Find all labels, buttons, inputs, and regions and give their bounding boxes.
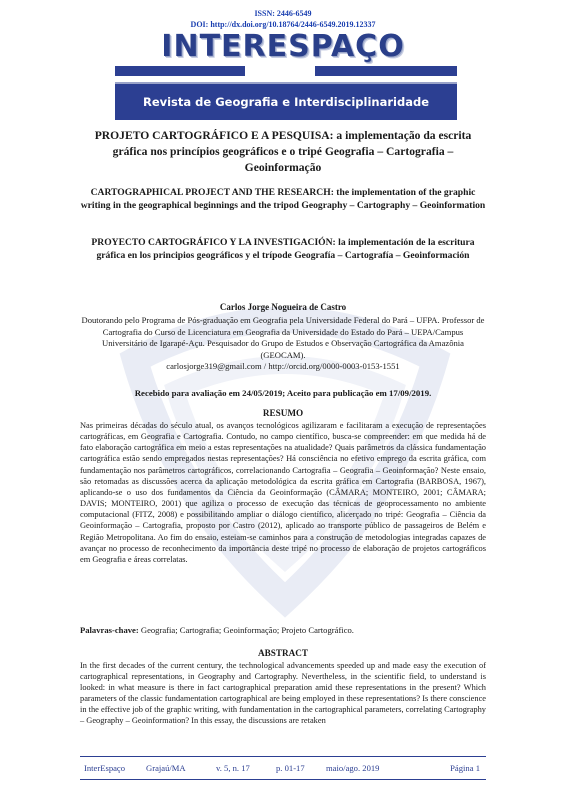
logo-bar-right [315,66,457,76]
abstract-text: In the first decades of the current century, the technological advancements speeded up and made easy the execution of cartographical representations, in Geography and Cartography. Nevertheless, in the scientific field, to understand is looked: in what measure is there in fact cartographical preparation amid these representations in the present? Which parameters of the classic fundamentation cartographical are being employed in these representations? Is there conscience in the effective job of the graphic writing, with fundamentation in the cartographical parameters, correlating Cartography – Geography – Geoinformation? In this essay, the discussions are retaken [80,661,486,726]
footer-page-number: Página 1 [450,763,480,773]
author-block [80,302,486,372]
footer-journal: InterEspaço [84,763,126,773]
logo-bar-left [115,66,245,76]
author-affiliation: Doutorando pelo Programa de Pós-graduação em Geografia pela Universidade Federal do Pará – UFPA. Professor de Cartografia do Curso de Licenciatura em Geografia da Universidade do Estado do Pará – UEPA/Campus Universitário de Igarapé-Açu. Pesquisador do Grupo de Estudos e Observação Cartográfica da Amazônia (GEOCAM). [81,315,485,360]
keywords [80,625,486,635]
title-english: CARTOGRAPHICAL PROJECT AND THE RESEARCH: the implementation of the graphic writing in the geographical beginnings and the tripod Geography – Cartography – Geoinformation [80,187,486,211]
doi-link[interactable]: DOI: http://dx.doi.org/10.18764/2446-6549.2019.12337 [190,20,376,29]
keywords-text: Geografia; Cartografia; Geoinformação; Projeto Cartográfico. [138,625,354,635]
author-contact[interactable]: carlosjorge319@gmail.com / http://orcid.org/0000-0003-0153-1551 [166,361,400,372]
title-portuguese: PROJETO CARTOGRÁFICO E A PESQUISA: a implementação da escrita gráfica nos princípios geográficos e o tripé Geografia – Cartografia – Geoinformação [94,129,472,174]
footer-date: maio/ago. 2019 [326,763,380,773]
abstract-heading: ABSTRACT [257,648,309,658]
submission-dates: Recebido para avaliação em 24/05/2019; Aceito para publicação em 17/09/2019. [134,388,432,398]
resumo-heading: RESUMO [262,408,304,418]
title-spanish: PROYECTO CARTOGRÁFICO Y LA INVESTIGACIÓN: la implementación de la escritura gráfica en los principios geográficos y el trípode Geografía – Cartografía – Geoinformación [91,237,475,261]
footer-city: Grajaú/MA [146,763,186,773]
journal-subtitle: Revista de Geografia e Interdisciplinaridade [115,82,457,120]
footer-pages: p. 01-17 [276,763,305,773]
journal-logo: INTERESPAÇO [161,29,405,64]
keywords-label: Palavras-chave: [80,625,139,635]
issn: ISSN: 2446-6549 [254,9,312,18]
resumo-text: Nas primeiras décadas do século atual, os avanços tecnológicos agilizaram e facilitaram a execução de representações cartográficas, em Geografia e Cartografia. Contudo, no campo científico, busca-se compreender: em que medida há de fato elaboração cartográfica em meio a estas representações na atualidade? Quais parâmetros da clássica fundamentação cartográfica estão sendo empregados nestas representações? Há consciência no efetivo emprego da escrita gráfica, com fundamentação nos parâmetros cartográficos, correlacionando Cartografia – Geografia – Geoinformação? Neste ensaio, são retomadas as discussões acerca da aplicação metodológica da escrita gráfica em Cartografia (BARBOSA, 1967), aplicando-se o uso dos fundamentos da Ciência da Geoinformação (CÂMARA; MONTEIRO, 2001; CÂMARA; DAVIS; MONTEIRO, 2001) que agiliza o processo de execução das técnicas de geoprocessamento no ambiente computacional (FITZ, 2008) e possibilitando ampliar o diálogo científico, alicerçado no tripé: Geografia – Ciência da Geoinformação – Cartografia, proposto por Castro (2012), aplicado ao transporte público de passageiros de Belém e Região Metropolitana. Ao fim do ensaio, esteiam-se caminhos para a construção de metodologias integradas capazes de avançar no processo de reconhecimento da importância deste tripé no processo de elaboração de projetos cartográficos em Geografia e áreas correlatas. [80,421,486,564]
author-name: Carlos Jorge Nogueira de Castro [219,302,347,312]
journal-identifiers [0,8,566,30]
page-footer [80,756,486,780]
footer-volume: v. 5, n. 17 [216,763,250,773]
